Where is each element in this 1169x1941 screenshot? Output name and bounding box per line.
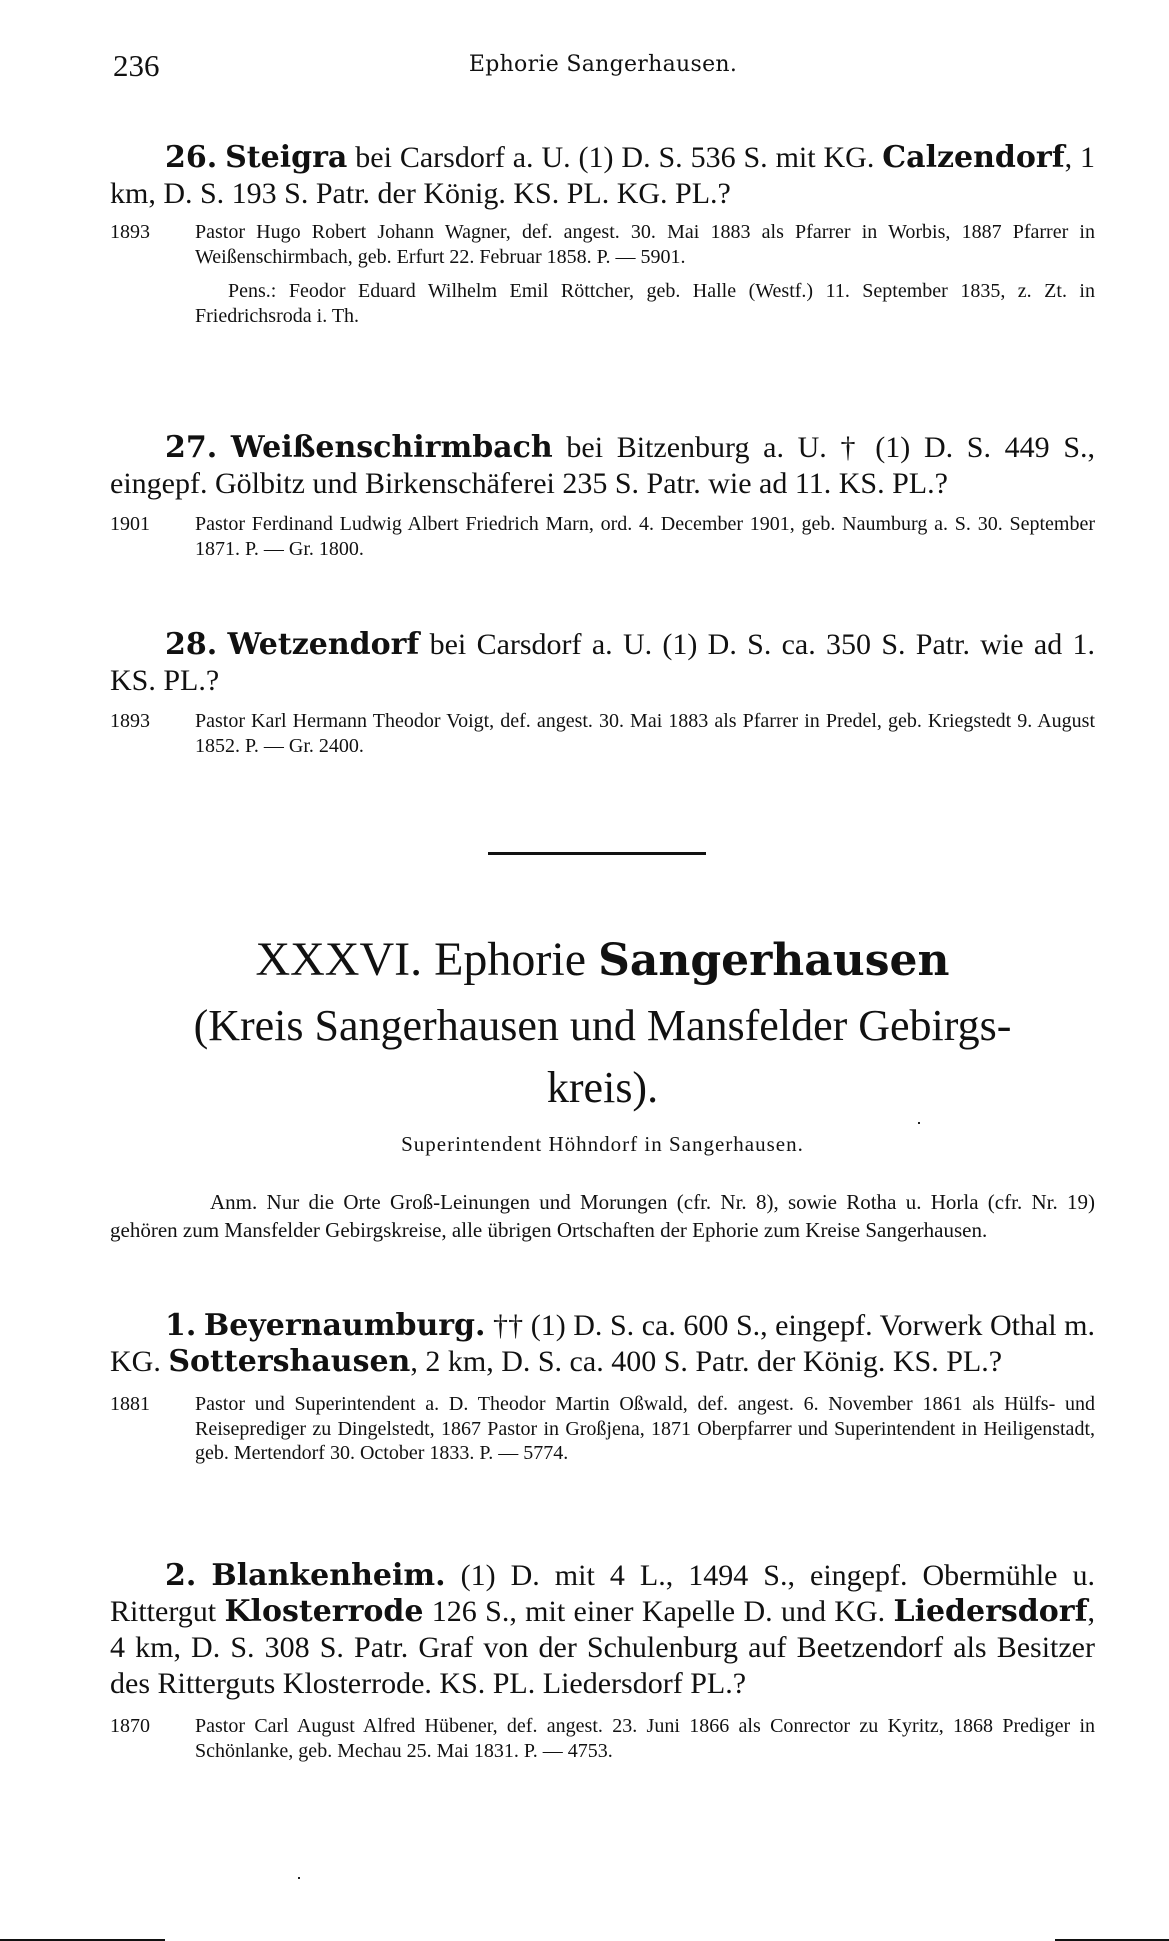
pastor-record [110,1714,1095,1763]
parish-heading [110,1558,1095,1702]
entry-text: †† (1) D. S. ca. 600 S., eingepf. Vorwerk Othal m. KG. [110,1309,1095,1378]
entry-number: 1. [165,1308,197,1343]
place-name-secondary: Klosterrode [224,1594,424,1629]
section-subtitle [110,995,1095,1119]
pastor-record [110,709,1095,758]
page-number: 236 [113,48,160,83]
place-name: Steigra [225,140,348,175]
pastor-text: Pastor Ferdinand Ludwig Albert Friedrich Marn, ord. 4. December 1901, geb. Naumburg a. S. 30. September 1871. P. — Gr. 1800. [195,513,1095,560]
entry-number: 27. [165,430,218,465]
parish-heading [110,1308,1095,1380]
section-divider [488,852,706,855]
pastor-text: Pastor Hugo Robert Johann Wagner, def. angest. 30. Mai 1883 als Pfarrer in Worbis, 1887 Pfarrer in Weißenschirmbach, geb. Erfurt 22. Februar 1858. P. — 5901. [195,221,1095,268]
pastor-record [110,220,1095,269]
entry-text: , 1 km, D. S. 193 S. Patr. der König. KS. PL. KG. PL.? [110,141,1096,210]
parish-heading [110,430,1095,502]
running-title: Ephorie Sangerhausen. [468,52,738,77]
parish-heading [110,140,1095,212]
pension-record: Pens.: Feodor Eduard Wilhelm Emil Röttcher, geb. Halle (Westf.) 11. September 1835, z. Zt. in Friedrichsroda i. Th. [195,280,1095,327]
pastor-year: 1881 [110,1393,150,1415]
section-subtitle-line1: (Kreis Sangerhausen und Mansfelder Gebirgs- [193,1001,1012,1050]
running-head [113,48,1093,88]
parish-heading [110,627,1095,699]
place-name: Weißenschirmbach [230,430,553,465]
pastor-year: 1901 [110,513,150,535]
place-name: Blankenheim. [211,1558,446,1593]
section-subtitle-line2: kreis). [546,1063,659,1112]
pastor-year: 1893 [110,221,150,243]
pastor-record [110,512,1095,561]
superintendent-line: Superintendent Höhndorf in Sangerhausen. [401,1132,804,1156]
parish-entry-26 [110,140,1095,328]
entry-number: 26. [165,140,218,175]
entry-text: , 4 km, D. S. 308 S. Patr. Graf von der Schulenburg auf Beetzendorf als Besitzer des Ritterguts Klosterrode. KS. PL. Liedersdorf PL.? [110,1595,1096,1700]
parish-entry-1 [110,1308,1095,1466]
pastor-text: Pastor Karl Hermann Theodor Voigt, def. angest. 30. Mai 1883 als Pfarrer in Predel, geb. Kriegstedt 9. August 1852. P. — Gr. 2400. [195,710,1095,757]
parish-entry-28 [110,627,1095,758]
place-name: Beyernaumburg. [203,1308,486,1343]
section-title-bold: Sangerhausen [598,935,950,986]
place-name: Wetzendorf [227,627,420,662]
pastor-text: Pastor und Superintendent a. D. Theodor Martin Oßwald, def. angest. 6. November 1861 als Hülfs- und Reiseprediger zu Dingelstedt, 1867 Pastor in Großjena, 1871 Oberpfarrer und Superintendent in Heiligenstadt, geb. Mertendorf 30. October 1833. P. — 5774. [195,1393,1095,1464]
entry-number: 2. [165,1558,197,1593]
entry-text: (1) D. mit 4 L., 1494 S., eingepf. Obermühle u. Rittergut [110,1559,1096,1628]
entry-number: 28. [165,627,218,662]
pastor-record [110,1392,1095,1466]
entry-text: , 2 km, D. S. ca. 400 S. Patr. der König. KS. PL.? [410,1345,1003,1378]
parish-entry-2 [110,1558,1095,1763]
scan-speck [918,1122,920,1124]
place-name-secondary: Calzendorf [882,140,1065,175]
pastor-year: 1870 [110,1715,150,1737]
entry-text: bei Bitzenburg a. U. † (1) D. S. 449 S., eingepf. Gölbitz und Birkenschäferei 235 S. Patr. wie ad 11. KS. PL.? [110,431,1095,500]
annotation-note: Anm. Nur die Orte Groß-Leinungen und Morungen (cfr. Nr. 8), sowie Rotha u. Horla (cfr. Nr. 19) gehören zum Mansfelder Gebirgskreise, alle übrigen Ortschaften der Ephorie zum Kreise Sangerhausen. [110,1190,1095,1242]
parish-entry-27 [110,430,1095,561]
place-name-tertiary: Liedersdorf [893,1594,1088,1629]
pastor-text: Pastor Carl August Alfred Hübener, def. angest. 23. Juni 1866 als Conrector zu Kyritz, 1868 Prediger in Schönlanke, geb. Mechau 25. Mai 1831. P. — 4753. [195,1715,1095,1762]
entry-text: bei Carsdorf a. U. (1) D. S. ca. 350 S. Patr. wie ad 1. KS. PL.? [110,628,1095,697]
entry-text: 126 S., mit einer Kapelle D. und KG. [423,1595,894,1628]
section-title [110,930,1095,991]
scan-speck [298,1877,300,1879]
section-title-prefix: XXXVI. Ephorie [255,933,599,986]
place-name-secondary: Sottershausen [168,1344,411,1379]
entry-text: bei Carsdorf a. U. (1) D. S. 536 S. mit KG. [347,141,883,174]
pastor-year: 1893 [110,710,150,732]
